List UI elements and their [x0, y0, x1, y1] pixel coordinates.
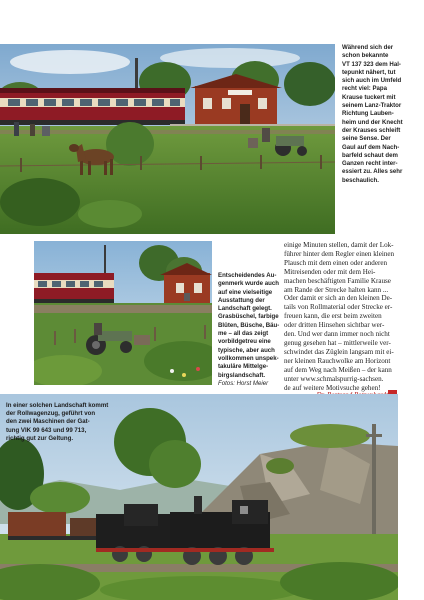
- article-line: tails von Rollmaterial oder Strecke er-: [284, 303, 393, 312]
- article-line: auf dem Weg nach Meißen – der kann: [284, 365, 392, 374]
- caption-line: Entscheidendes Au-: [218, 272, 277, 279]
- article-line: freuen kann, die erst beim zweiten: [284, 312, 382, 321]
- article-line: de auf weitere Motivsuche gehen!: [284, 383, 381, 392]
- caption-line: me – all das zeigt: [218, 330, 269, 338]
- article-line: führer hinter dem Regler einen kleinen: [284, 249, 395, 258]
- caption-line: schon bekannte: [342, 52, 389, 60]
- caption-line: tepunkt nähert, tut: [342, 68, 396, 76]
- article-line: unter www.schmalspurrig-sachsen.: [284, 374, 384, 383]
- photo-railcar-farm: [0, 44, 335, 234]
- photo-credit: Fotos: Horst Meier: [218, 379, 269, 387]
- caption-line: takuläre Mittelge-: [218, 363, 269, 371]
- article-line: genug gesehen hat – mittlerweile ver-: [284, 338, 391, 347]
- article-line: den. Und wer dann immer noch nicht: [284, 330, 390, 339]
- caption-line: Krause tuckert mit: [342, 93, 396, 101]
- caption-line: heim und der Knecht: [342, 118, 403, 126]
- caption-line: Blüten, Büsche, Bäu-: [218, 321, 280, 329]
- caption-bottom: [6, 402, 136, 443]
- caption-line: barfeld schaut dem: [342, 151, 398, 159]
- caption-line: essiert zu. Alles sehr: [342, 168, 403, 176]
- article-line: Oder damit er sich an den kleinen De-: [284, 294, 393, 303]
- caption-line: Landschaft gelegt.: [218, 305, 272, 313]
- caption-line: Grasbüschel, farbige: [218, 313, 279, 321]
- caption-line: der Rollwagenzug, geführt von: [6, 410, 96, 418]
- caption-line: beschaulich.: [342, 176, 379, 184]
- caption-line: Während sich der: [342, 44, 394, 51]
- article-line: machen beschäftigten Familie Krause: [284, 276, 391, 285]
- caption-line: den zwei Maschinen der Gat-: [6, 418, 90, 426]
- photo-tractor-station: [34, 241, 212, 385]
- caption-middle: [218, 272, 280, 388]
- caption-line: Ganzen recht inter-: [342, 160, 398, 168]
- caption-line: VT 137 323 dem Hal-: [342, 60, 401, 68]
- article-line: ner kleinen Rauchwolke am Horizont: [284, 356, 391, 365]
- article-line: Plausch mit dem einen oder anderen: [284, 258, 388, 267]
- caption-line: richtig gut zur Geltung.: [6, 434, 74, 442]
- caption-line: seinem Lanz-Traktor: [342, 102, 402, 110]
- caption-line: genmerk wurde auch: [218, 280, 279, 288]
- article-line: Mitreisenden oder mit dem Hei-: [284, 267, 376, 276]
- article-line: oder dritten Hinsehen sichtbar wer-: [284, 321, 385, 330]
- caption-line: Richtung Lauben-: [342, 110, 394, 118]
- article-body: [284, 241, 398, 392]
- caption-top: [342, 44, 422, 185]
- caption-line: In einer solchen Landschaft kommt: [6, 402, 109, 409]
- caption-line: typische, aber auch: [218, 346, 275, 354]
- caption-line: tung VIK 99 643 und 99 713,: [6, 426, 87, 434]
- article-line: schwindet das Züglein langsam mit ei-: [284, 347, 394, 356]
- caption-line: auf eine vielseitige: [218, 288, 273, 296]
- article-line: am Rande der Strecke halten kann ...: [284, 285, 389, 294]
- caption-line: seine Sense. Der: [342, 135, 391, 143]
- caption-line: der Krauses schleift: [342, 126, 401, 134]
- caption-line: birgslandschaft.: [218, 371, 266, 379]
- caption-line: vorbildgetreu eine: [218, 338, 271, 346]
- article-line: einige Minuten stellen, damit der Lok-: [284, 241, 394, 249]
- caption-line: vollkommen unspek-: [218, 354, 279, 362]
- caption-line: recht viel: Papa: [342, 85, 388, 93]
- caption-line: sich auch im Umfeld: [342, 77, 402, 85]
- caption-line: Gaul auf dem Nach-: [342, 143, 400, 151]
- caption-line: Ausstattung der: [218, 296, 265, 304]
